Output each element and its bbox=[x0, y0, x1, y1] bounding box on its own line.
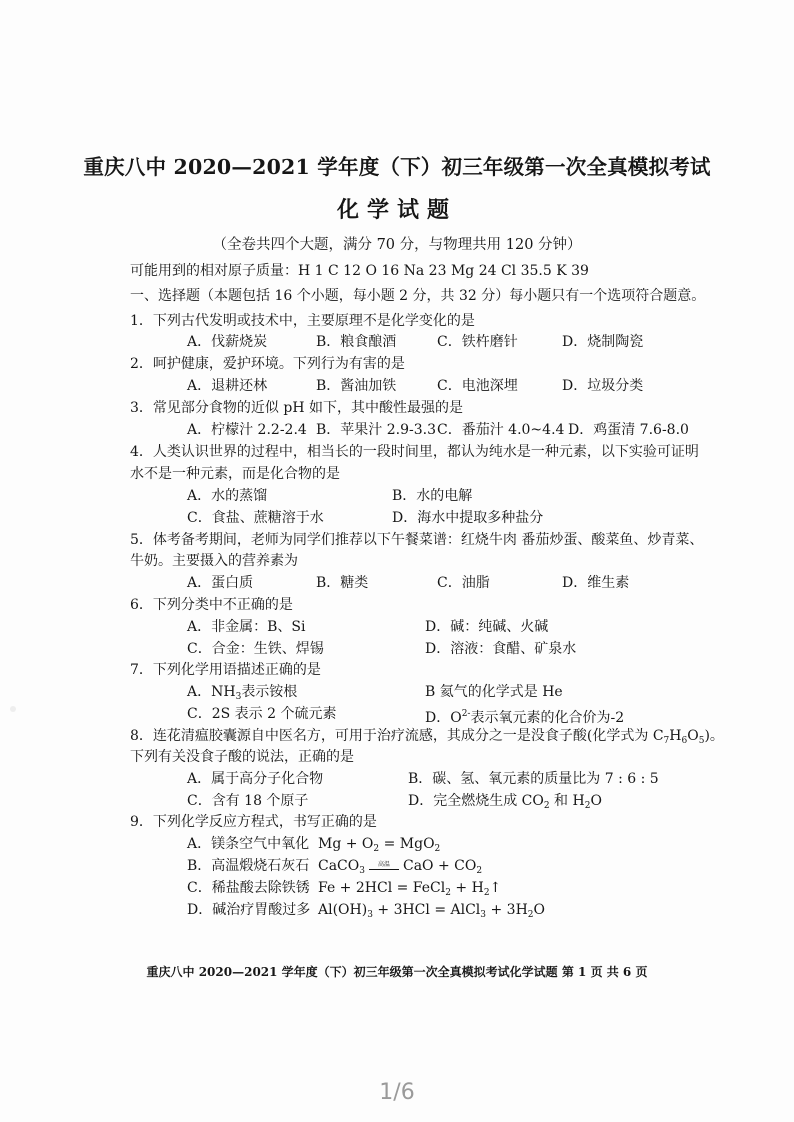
question-4-stem-line1: 4．人类认识世界的过程中，相当长的一段时间里，都认为纯水是一种元素，以下实验可证明 bbox=[130, 444, 699, 460]
q7-option-a: A．$NH_3$表示铵根 bbox=[187, 684, 298, 702]
page-footer: 重庆八中 2020—2021 学年度（下）初三年级第一次全真模拟考试化学试题 第 1 页 共 6 页 bbox=[146, 965, 648, 979]
q5-option-b: B．糖类 bbox=[316, 575, 369, 591]
q1-option-a: A．伐薪烧炭 bbox=[187, 334, 268, 350]
q4-option-b: B．水的电解 bbox=[392, 488, 473, 504]
q6-option-d: D．溶液：食醋、矿泉水 bbox=[425, 641, 577, 657]
q2-option-a: A．退耕还林 bbox=[187, 378, 268, 394]
q7-option-c: C．2S 表示 2 个硫元素 bbox=[187, 706, 337, 722]
exam-note: （全卷共四个大题，满分 70 分，与物理共用 120 分钟） bbox=[212, 237, 582, 253]
question-9-stem: 9．下列化学反应方程式，书写正确的是 bbox=[130, 814, 377, 830]
subject-title: 化学试题 bbox=[336, 197, 457, 223]
question-5-stem-line2: 牛奶。主要摄入的营养素为 bbox=[130, 553, 298, 569]
question-2-stem: 2．呵护健康，爱护环境。下列行为有害的是 bbox=[130, 356, 405, 372]
question-1-stem: 1．下列古代发明或技术中，主要原理不是化学变化的是 bbox=[130, 313, 475, 329]
q2-option-d: D．垃圾分类 bbox=[562, 378, 644, 394]
question-5-stem-line1: 5．体考备考期间，老师为同学们推荐以下午餐菜谱：红烧牛肉 番茄炒蛋、酸菜鱼、炒青菜、 bbox=[130, 532, 704, 548]
q8-option-d: D．完全燃烧生成 $CO_2$ 和 $H_2O$ bbox=[408, 793, 602, 811]
page-indicator: 1/6 bbox=[379, 1080, 415, 1105]
q6-option-b: D．碱：纯碱、火碱 bbox=[425, 619, 549, 635]
q6-option-c: C．合金：生铁、焊锡 bbox=[187, 641, 324, 657]
scan-artifact bbox=[10, 706, 16, 712]
q5-option-d: D．维生素 bbox=[562, 575, 630, 591]
q4-option-d: D．海水中提取多种盐分 bbox=[392, 510, 544, 526]
q3-option-c: C．番茄汁 4.0~4.4 bbox=[437, 422, 565, 438]
exam-title: 重庆八中 2020—2021 学年度（下）初三年级第一次全真模拟考试 bbox=[83, 155, 711, 179]
section-heading: 一、选择题（本题包括 16 个小题，每小题 2 分，共 32 分）每小题只有一个选项符合题意。 bbox=[130, 288, 706, 304]
q9-equation-d: $Al(OH)_3 + 3HCl$ = AlCl$_3$ + $3H_2O$ bbox=[318, 902, 545, 920]
atomic-masses: 可能用到的相对原子质量：H 1 C 12 O 16 Na 23 Mg 24 Cl 35.5 K 39 bbox=[130, 263, 589, 279]
q8-option-c: C．含有 18 个原子 bbox=[187, 793, 309, 809]
q3-option-b: B．苹果汁 2.9-3.3 bbox=[316, 422, 436, 438]
q4-option-a: A．水的蒸馏 bbox=[187, 488, 268, 504]
q1-option-c: C．铁杵磨针 bbox=[437, 334, 518, 350]
q2-option-c: C．电池深埋 bbox=[437, 378, 518, 394]
reaction-condition: 高温 bbox=[369, 862, 399, 870]
q9-option-c: C．稀盐酸去除铁锈 bbox=[187, 880, 310, 896]
question-3-stem: 3．常见部分食物的近似 pH 如下，其中酸性最强的是 bbox=[130, 400, 463, 416]
question-6-stem: 6．下列分类中不正确的是 bbox=[130, 597, 293, 613]
question-7-stem: 7．下列化学用语描述正确的是 bbox=[130, 662, 321, 678]
q2-option-b: B．酱油加铁 bbox=[316, 378, 397, 394]
q1-option-d: D．烧制陶瓷 bbox=[562, 334, 644, 350]
q1-option-b: B．粮食酿酒 bbox=[316, 334, 397, 350]
question-8-stem-line1: 8．连花清瘟胶囊源自中医名方，可用于治疗流感，其成分之一是没食子酸(化学式为 $C_7H_6O_5$)。 bbox=[130, 728, 724, 746]
q9-equation-c: Fe + 2HCl = FeCl$_2$ + $H_2↑$ bbox=[318, 880, 502, 898]
q5-option-a: A．蛋白质 bbox=[187, 575, 254, 591]
q6-option-a: A．非金属：B、Si bbox=[187, 619, 306, 635]
question-8-stem-line2: 下列有关没食子酸的说法，正确的是 bbox=[130, 749, 354, 765]
q5-option-c: C．油脂 bbox=[437, 575, 490, 591]
q9-option-b: B．高温煅烧石灰石 bbox=[187, 858, 310, 874]
q8-option-b: B．碳、氢、氧元素的质量比为 7 : 6 : 5 bbox=[408, 771, 659, 787]
question-4-stem-line2: 水不是一种元素，而是化合物的是 bbox=[130, 466, 340, 482]
q7-option-d: D．$O^{2-}$表示氧元素的化合价为-2 bbox=[425, 709, 625, 726]
q7-option-b: B 氦气的化学式是 He bbox=[425, 684, 563, 700]
q4-option-c: C．食盐、蔗糖溶于水 bbox=[187, 510, 324, 526]
q9-equation-a: $Mg + O_2 = MgO_2$ bbox=[318, 836, 441, 854]
q3-option-d: D．鸡蛋清 7.6-8.0 bbox=[568, 422, 689, 438]
q9-option-d: D．碱治疗胃酸过多 bbox=[187, 902, 311, 918]
q3-option-a: A．柠檬汁 2.2-2.4 bbox=[187, 422, 307, 438]
q9-option-a: A．镁条空气中氧化 bbox=[187, 836, 310, 852]
q8-option-a: A．属于高分子化合物 bbox=[187, 771, 324, 787]
q9-equation-b: CaCO$_3$ 高温 CaO + $CO_2$ bbox=[318, 858, 483, 876]
